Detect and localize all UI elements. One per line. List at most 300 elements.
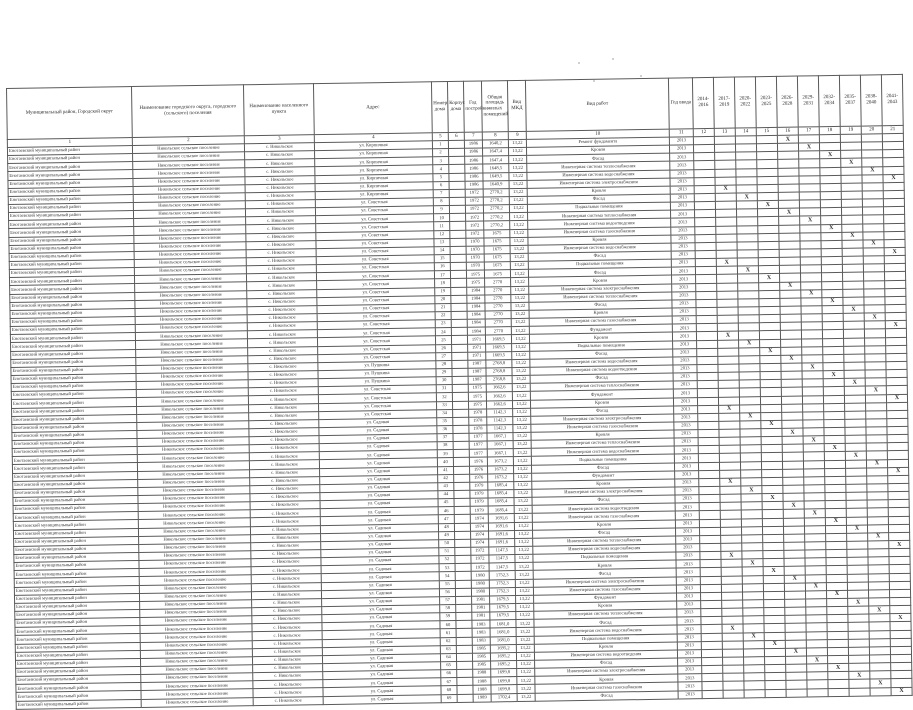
- type-cell: 13,22: [512, 384, 530, 392]
- locality-cell: с. Никольское: [245, 151, 315, 160]
- house-number-cell: 63: [440, 645, 456, 653]
- area-cell: 1662,6: [486, 384, 512, 393]
- type-cell: 13,22: [514, 506, 532, 514]
- column-number: 20: [861, 126, 882, 134]
- work-type-cell: Фундамент: [532, 471, 675, 481]
- work-type-cell: Инженерная система газоснабжения: [533, 585, 676, 595]
- work-type-cell: Фасад: [528, 267, 671, 277]
- locality-cell: с. Никольское: [247, 330, 317, 339]
- year-built-cell: 1984: [467, 287, 485, 295]
- locality-cell: с. Никольское: [251, 574, 321, 583]
- year-built-cell: 1977: [469, 441, 487, 449]
- address-cell: ул. Садовая: [319, 426, 437, 436]
- locality-cell: с. Никольское: [246, 273, 316, 282]
- locality-cell: с. Никольское: [251, 566, 321, 575]
- year-cell: 2013: [674, 438, 698, 447]
- municipality-cell: Енотаевский муниципальный район: [12, 439, 137, 449]
- year-cell: 2013: [674, 430, 698, 439]
- address-cell: ул. Советская: [316, 263, 434, 273]
- settlement-cell: Никольское сельское поселение: [140, 624, 252, 634]
- house-number-cell: 64: [440, 653, 456, 661]
- area-cell: 1640,2: [482, 140, 508, 149]
- year-built-cell: 1986: [465, 156, 483, 164]
- settlement-cell: Никольское сельское поселение: [139, 567, 251, 577]
- locality-cell: с. Никольское: [247, 289, 317, 298]
- locality-cell: с. Никольское: [247, 338, 317, 347]
- scan-speck: [640, 75, 642, 77]
- house-number-cell: 36: [437, 425, 453, 433]
- municipality-cell: Енотаевский муниципальный район: [14, 536, 139, 546]
- locality-cell: с. Никольское: [249, 419, 319, 428]
- period-cell: X: [736, 193, 757, 201]
- municipality-cell: Енотаевский муниципальный район: [11, 398, 136, 408]
- year-cell: 2013: [672, 332, 696, 341]
- house-number-cell: 49: [439, 531, 455, 539]
- type-cell: 13,22: [510, 213, 528, 221]
- building-cell: [450, 246, 466, 254]
- year-cell: 2013: [675, 495, 699, 504]
- municipality-cell: Енотаевский муниципальный район: [8, 154, 133, 164]
- address-cell: ул. Садовая: [322, 637, 440, 647]
- address-cell: ул. Кирпичная: [315, 149, 433, 159]
- area-cell: 1669,5: [486, 351, 512, 360]
- house-number-cell: 42: [438, 474, 454, 482]
- year-built-cell: 1987: [468, 360, 486, 368]
- municipality-cell: Енотаевский муниципальный район: [15, 601, 140, 611]
- locality-cell: с. Никольское: [252, 639, 322, 648]
- address-cell: ул. Садовая: [322, 654, 440, 664]
- house-number-cell: 68: [441, 686, 457, 694]
- work-type-cell: Кровля: [534, 642, 677, 652]
- municipality-cell: Енотаевский муниципальный район: [13, 504, 138, 514]
- address-cell: ул. Садовая: [321, 580, 439, 590]
- period-cell: [765, 689, 786, 697]
- year-built-cell: 1979: [470, 490, 488, 498]
- type-cell: 13,22: [512, 400, 530, 408]
- house-number-cell: 66: [441, 670, 457, 678]
- address-cell: ул. Советская: [316, 238, 434, 248]
- year-built-cell: 1972: [471, 547, 489, 555]
- year-built-cell: 1986: [465, 173, 483, 181]
- period-cell: X: [828, 663, 849, 671]
- period-cell: X: [824, 444, 845, 452]
- period-cell: X: [826, 590, 847, 598]
- building-cell: [449, 165, 465, 173]
- locality-cell: с. Никольское: [252, 655, 322, 664]
- period-cell: X: [863, 240, 884, 248]
- column-header: 2023-2025: [755, 76, 777, 127]
- year-cell: 2013: [671, 259, 695, 268]
- period-cell: X: [739, 339, 760, 347]
- municipality-cell: Енотаевский муниципальный район: [16, 675, 141, 685]
- locality-cell: с. Никольское: [248, 362, 318, 371]
- municipality-cell: Енотаевский муниципальный район: [11, 357, 136, 367]
- house-number-cell: 26: [436, 344, 452, 352]
- area-cell: 1681,0: [490, 620, 516, 629]
- work-type-cell: Инженерная система теплоснабжения: [531, 438, 674, 448]
- municipality-cell: Енотаевский муниципальный район: [10, 325, 135, 335]
- area-cell: 2768,8: [486, 368, 512, 377]
- type-cell: 13,22: [509, 204, 527, 212]
- work-type-cell: Инженерная система электроснабжения: [535, 666, 678, 676]
- area-cell: 1695,2: [490, 644, 516, 653]
- building-cell: [448, 140, 464, 148]
- type-cell: 13,22: [509, 156, 527, 164]
- year-cell: 2013: [671, 226, 695, 235]
- type-cell: 13,22: [509, 196, 527, 204]
- period-cell: X: [802, 363, 823, 371]
- year-cell: 2013: [673, 397, 697, 406]
- settlement-cell: Никольское сельское поселение: [133, 168, 245, 178]
- settlement-cell: Никольское сельское поселение: [138, 494, 250, 504]
- year-built-cell: 1981: [472, 612, 490, 620]
- period-cell: X: [821, 224, 842, 232]
- type-cell: 13,22: [517, 693, 535, 701]
- period-cell: X: [721, 551, 742, 559]
- house-number-cell: 55: [439, 580, 455, 588]
- area-cell: 1147,5: [489, 555, 515, 564]
- year-built-cell: 1986: [465, 148, 483, 156]
- address-cell: ул. Кирпичная: [315, 165, 433, 175]
- period-cell: X: [843, 305, 864, 313]
- work-type-cell: Подвальные помещения: [530, 341, 673, 351]
- year-built-cell: 1977: [469, 433, 487, 441]
- locality-cell: с. Никольское: [248, 346, 318, 355]
- area-cell: 1669,5: [486, 343, 512, 352]
- year-cell: 2013: [673, 356, 697, 365]
- municipality-cell: Енотаевский муниципальный район: [8, 202, 133, 212]
- work-type-cell: Инженерная система электроснабжения: [532, 487, 675, 497]
- area-cell: 1691,6: [488, 522, 514, 531]
- column-header: 2017-2019: [713, 77, 735, 128]
- address-cell: ул. Кирпичная: [315, 182, 433, 192]
- column-number: 11: [669, 129, 693, 137]
- area-cell: 2768,8: [486, 359, 512, 368]
- locality-cell: с. Никольское: [252, 607, 322, 616]
- column-header: Наименование населенного пункта: [243, 84, 314, 136]
- capital-repair-register-table: [6, 74, 913, 710]
- area-cell: 2770,2: [483, 188, 509, 197]
- area-cell: 1673,2: [488, 473, 514, 482]
- year-cell: 2013: [672, 291, 696, 300]
- address-cell: ул. Советская: [315, 206, 433, 216]
- period-cell: X: [717, 331, 738, 339]
- address-cell: ул. Садовая: [321, 532, 439, 542]
- period-cell: X: [862, 166, 883, 174]
- area-cell: 2770: [485, 311, 511, 320]
- period-cell: X: [869, 606, 890, 614]
- house-number-cell: 3: [433, 157, 449, 165]
- year-built-cell: 1984: [467, 303, 485, 311]
- column-number: 12: [693, 128, 714, 136]
- building-cell: [455, 547, 471, 555]
- work-type-cell: Кровля: [528, 235, 671, 245]
- work-type-cell: Инженерная система водоотведения: [532, 503, 675, 513]
- period-cell: [744, 689, 765, 697]
- year-cell: 2013: [675, 511, 699, 520]
- house-number-cell: 43: [438, 482, 454, 490]
- area-cell: 1702,4: [491, 693, 517, 702]
- municipality-cell: Енотаевский муниципальный район: [10, 284, 135, 294]
- column-number: 21: [882, 125, 903, 133]
- type-cell: 13,22: [514, 497, 532, 505]
- work-type-cell: Фундамент: [534, 593, 677, 603]
- area-cell: 1675: [484, 254, 510, 263]
- period-cell: X: [780, 282, 801, 290]
- work-type-cell: Кровля: [529, 308, 672, 318]
- house-number-cell: 6: [433, 181, 449, 189]
- period-cell: X: [716, 258, 737, 266]
- period-cell: X: [849, 671, 870, 679]
- period-cell: X: [889, 540, 910, 548]
- year-cell: 2013: [674, 405, 698, 414]
- year-cell: 2013: [678, 666, 702, 675]
- type-cell: 13,22: [514, 489, 532, 497]
- period-cell: [786, 689, 807, 697]
- type-cell: 13,22: [517, 677, 535, 685]
- address-cell: ул. Кирпичная: [314, 141, 432, 151]
- building-cell: [449, 173, 465, 181]
- settlement-cell: Никольское сельское поселение: [134, 225, 246, 235]
- work-type-cell: Инженерная система электроснабжения: [533, 577, 676, 587]
- period-cell: X: [807, 656, 828, 664]
- period-cell: [849, 688, 870, 696]
- period-cell: X: [891, 687, 912, 695]
- municipality-cell: Енотаевский муниципальный район: [9, 219, 134, 229]
- settlement-cell: Никольское сельское поселение: [133, 201, 245, 211]
- area-cell: 1675: [484, 237, 510, 246]
- type-cell: 13,22: [510, 253, 528, 261]
- type-cell: 13,22: [513, 408, 531, 416]
- period-cell: X: [763, 567, 784, 575]
- period-cell: X: [719, 405, 740, 413]
- area-cell: 1681,0: [490, 628, 516, 637]
- locality-cell: с. Никольское: [250, 501, 320, 510]
- municipality-cell: Енотаевский муниципальный район: [9, 243, 134, 253]
- area-cell: 1752,3: [489, 579, 515, 588]
- period-cell: [702, 690, 723, 698]
- year-cell: 2013: [677, 650, 701, 659]
- year-cell: 2013: [674, 462, 698, 471]
- year-cell: 2013: [673, 381, 697, 390]
- work-type-cell: Кровля: [532, 520, 675, 530]
- municipality-cell: Енотаевский муниципальный район: [13, 479, 138, 489]
- house-number-cell: 53: [439, 564, 455, 572]
- municipality-cell: Енотаевский муниципальный район: [16, 683, 141, 693]
- period-cell: X: [777, 135, 798, 143]
- area-cell: 1142,3: [487, 408, 513, 417]
- year-built-cell: 1978: [469, 425, 487, 433]
- period-cell: X: [865, 386, 886, 394]
- settlement-cell: Никольское сельское поселение: [139, 534, 251, 544]
- period-cell: X: [801, 289, 822, 297]
- house-number-cell: 25: [435, 336, 451, 344]
- house-number-cell: 23: [435, 320, 451, 328]
- house-number-cell: 15: [434, 255, 450, 263]
- address-cell: ул. Советская: [318, 393, 436, 403]
- type-cell: 13,22: [516, 636, 534, 644]
- year-cell: 2013: [671, 243, 695, 252]
- building-cell: [452, 368, 468, 376]
- period-cell: X: [885, 321, 906, 329]
- year-cell: 2013: [676, 584, 700, 593]
- area-cell: 1667,1: [487, 433, 513, 442]
- settlement-cell: Никольское сельское поселение: [135, 282, 247, 292]
- column-header: 2014-2016: [692, 77, 714, 128]
- settlement-cell: Никольское сельское поселение: [133, 184, 245, 194]
- type-cell: 13,22: [514, 481, 532, 489]
- house-number-cell: 14: [434, 246, 450, 254]
- building-cell: [450, 262, 466, 270]
- area-cell: 1685,4: [488, 506, 514, 515]
- municipality-cell: Енотаевский муниципальный район: [13, 512, 138, 522]
- work-type-cell: Инженерная система газоснабжения: [531, 422, 674, 432]
- scan-speck: [612, 58, 614, 60]
- settlement-cell: Никольское сельское поселение: [136, 347, 248, 357]
- work-type-cell: Кровля: [535, 674, 678, 684]
- work-type-cell: Инженерная система теплоснабжения: [534, 609, 677, 619]
- year-built-cell: 1975: [468, 384, 486, 392]
- area-cell: 1679,5: [490, 595, 516, 604]
- work-type-cell: Фасад: [529, 300, 672, 310]
- work-type-cell: Кровля: [534, 601, 677, 611]
- period-cell: X: [782, 428, 803, 436]
- period-cell: X: [820, 151, 841, 159]
- locality-cell: с. Никольское: [249, 444, 319, 453]
- area-cell: 1142,3: [487, 416, 513, 425]
- address-cell: ул. Советская: [317, 328, 435, 338]
- address-cell: ул. Советская: [318, 344, 436, 354]
- year-cell: 2013: [675, 519, 699, 528]
- work-type-cell: Инженерная система теплоснабжения: [528, 210, 671, 220]
- type-cell: 13,22: [511, 294, 529, 302]
- locality-cell: с. Никольское: [252, 623, 322, 632]
- locality-cell: с. Никольское: [253, 688, 323, 697]
- area-cell: 1675: [484, 245, 510, 254]
- area-cell: 1662,6: [486, 392, 512, 401]
- settlement-cell: Никольское сельское поселение: [141, 673, 253, 683]
- area-cell: 1695,2: [491, 661, 517, 670]
- type-cell: 13,22: [509, 172, 527, 180]
- building-cell: [449, 157, 465, 165]
- locality-cell: с. Никольское: [250, 509, 320, 518]
- type-cell: 13,22: [516, 595, 534, 603]
- year-cell: 2013: [673, 348, 697, 357]
- area-cell: 1647,4: [483, 156, 509, 165]
- address-cell: ул. Садовая: [320, 491, 438, 501]
- year-built-cell: 1980: [471, 588, 489, 596]
- municipality-cell: Енотаевский муниципальный район: [12, 463, 137, 473]
- address-cell: ул. Садовая: [320, 507, 438, 517]
- period-cell: [807, 688, 828, 696]
- type-cell: 13,22: [511, 278, 529, 286]
- period-cell: X: [798, 143, 819, 151]
- locality-cell: с. Никольское: [248, 371, 318, 380]
- building-cell: [452, 384, 468, 392]
- type-cell: 13,22: [511, 286, 529, 294]
- house-number-cell: 32: [436, 393, 452, 401]
- column-header: 2026-2028: [776, 76, 798, 127]
- area-cell: 2770,2: [484, 213, 510, 222]
- year-cell: 2013: [678, 658, 702, 667]
- settlement-cell: Никольское сельское поселение: [136, 372, 248, 382]
- house-number-cell: 34: [437, 409, 453, 417]
- locality-cell: с. Никольское: [249, 452, 319, 461]
- work-type-cell: Фасад: [530, 349, 673, 359]
- settlement-cell: Никольское сельское поселение: [138, 510, 250, 520]
- year-built-cell: 1972: [471, 563, 489, 571]
- period-cell: X: [720, 478, 741, 486]
- work-type-cell: Подвальные помещения: [534, 634, 677, 644]
- settlement-cell: Никольское сельское поселение: [140, 632, 252, 642]
- settlement-cell: Никольское сельское поселение: [134, 217, 246, 227]
- area-cell: 1691,6: [489, 538, 515, 547]
- year-built-cell: 1971: [467, 335, 485, 343]
- year-cell: 2013: [677, 593, 701, 602]
- house-number-cell: 50: [439, 539, 455, 547]
- year-built-cell: 1978: [469, 417, 487, 425]
- column-number: 6: [448, 132, 464, 140]
- type-cell: 13,22: [512, 359, 530, 367]
- work-type-cell: Фундамент: [529, 324, 672, 334]
- address-cell: ул. Советская: [317, 287, 435, 297]
- year-cell: 2013: [673, 365, 697, 374]
- municipality-cell: Енотаевский муниципальный район: [13, 496, 138, 506]
- period-cell: X: [785, 648, 806, 656]
- building-cell: [453, 441, 469, 449]
- year-cell: 2013: [677, 625, 701, 634]
- type-cell: 13,22: [509, 147, 527, 155]
- work-type-cell: Фасад: [533, 568, 676, 578]
- year-cell: 2013: [676, 576, 700, 585]
- area-cell: 1699,8: [491, 669, 517, 678]
- building-cell: [449, 205, 465, 213]
- period-cell: X: [842, 232, 863, 240]
- work-type-cell: Инженерная система электроснабжения: [529, 284, 672, 294]
- municipality-cell: Енотаевский муниципальный район: [15, 634, 140, 644]
- house-number-cell: 4: [433, 165, 449, 173]
- municipality-cell: Енотаевский муниципальный район: [10, 333, 135, 343]
- year-built-cell: 1979: [470, 506, 488, 514]
- area-cell: 1695,2: [490, 652, 516, 661]
- area-cell: 1675: [484, 229, 510, 238]
- period-cell: X: [741, 486, 762, 494]
- locality-cell: с. Никольское: [247, 297, 317, 306]
- type-cell: 13,22: [517, 668, 535, 676]
- municipality-cell: Енотаевский муниципальный район: [14, 569, 139, 579]
- area-cell: 1673,2: [487, 465, 513, 474]
- work-type-cell: Инженерная система водоотведения: [530, 365, 673, 375]
- area-cell: 2770: [485, 327, 511, 336]
- work-type-cell: Подвальные помещения: [528, 259, 671, 269]
- work-type-cell: Кровля: [527, 186, 670, 196]
- work-type-cell: Подвальные помещения: [527, 202, 670, 212]
- settlement-cell: Никольское сельское поселение: [139, 591, 251, 601]
- address-cell: ул. Советская: [318, 385, 436, 395]
- locality-cell: с. Никольское: [247, 281, 317, 290]
- year-built-cell: 1970: [466, 246, 484, 254]
- address-cell: ул. Советская: [316, 222, 434, 232]
- year-cell: 2013: [672, 316, 696, 325]
- year-built-cell: 1976: [470, 474, 488, 482]
- building-cell: [453, 458, 469, 466]
- locality-cell: с. Никольское: [246, 248, 316, 257]
- column-header: Вид МКД: [507, 80, 526, 131]
- area-cell: 1679,5: [490, 612, 516, 621]
- building-cell: [450, 222, 466, 230]
- municipality-cell: Енотаевский муниципальный район: [14, 544, 139, 554]
- address-cell: ул. Кирпичная: [315, 157, 433, 167]
